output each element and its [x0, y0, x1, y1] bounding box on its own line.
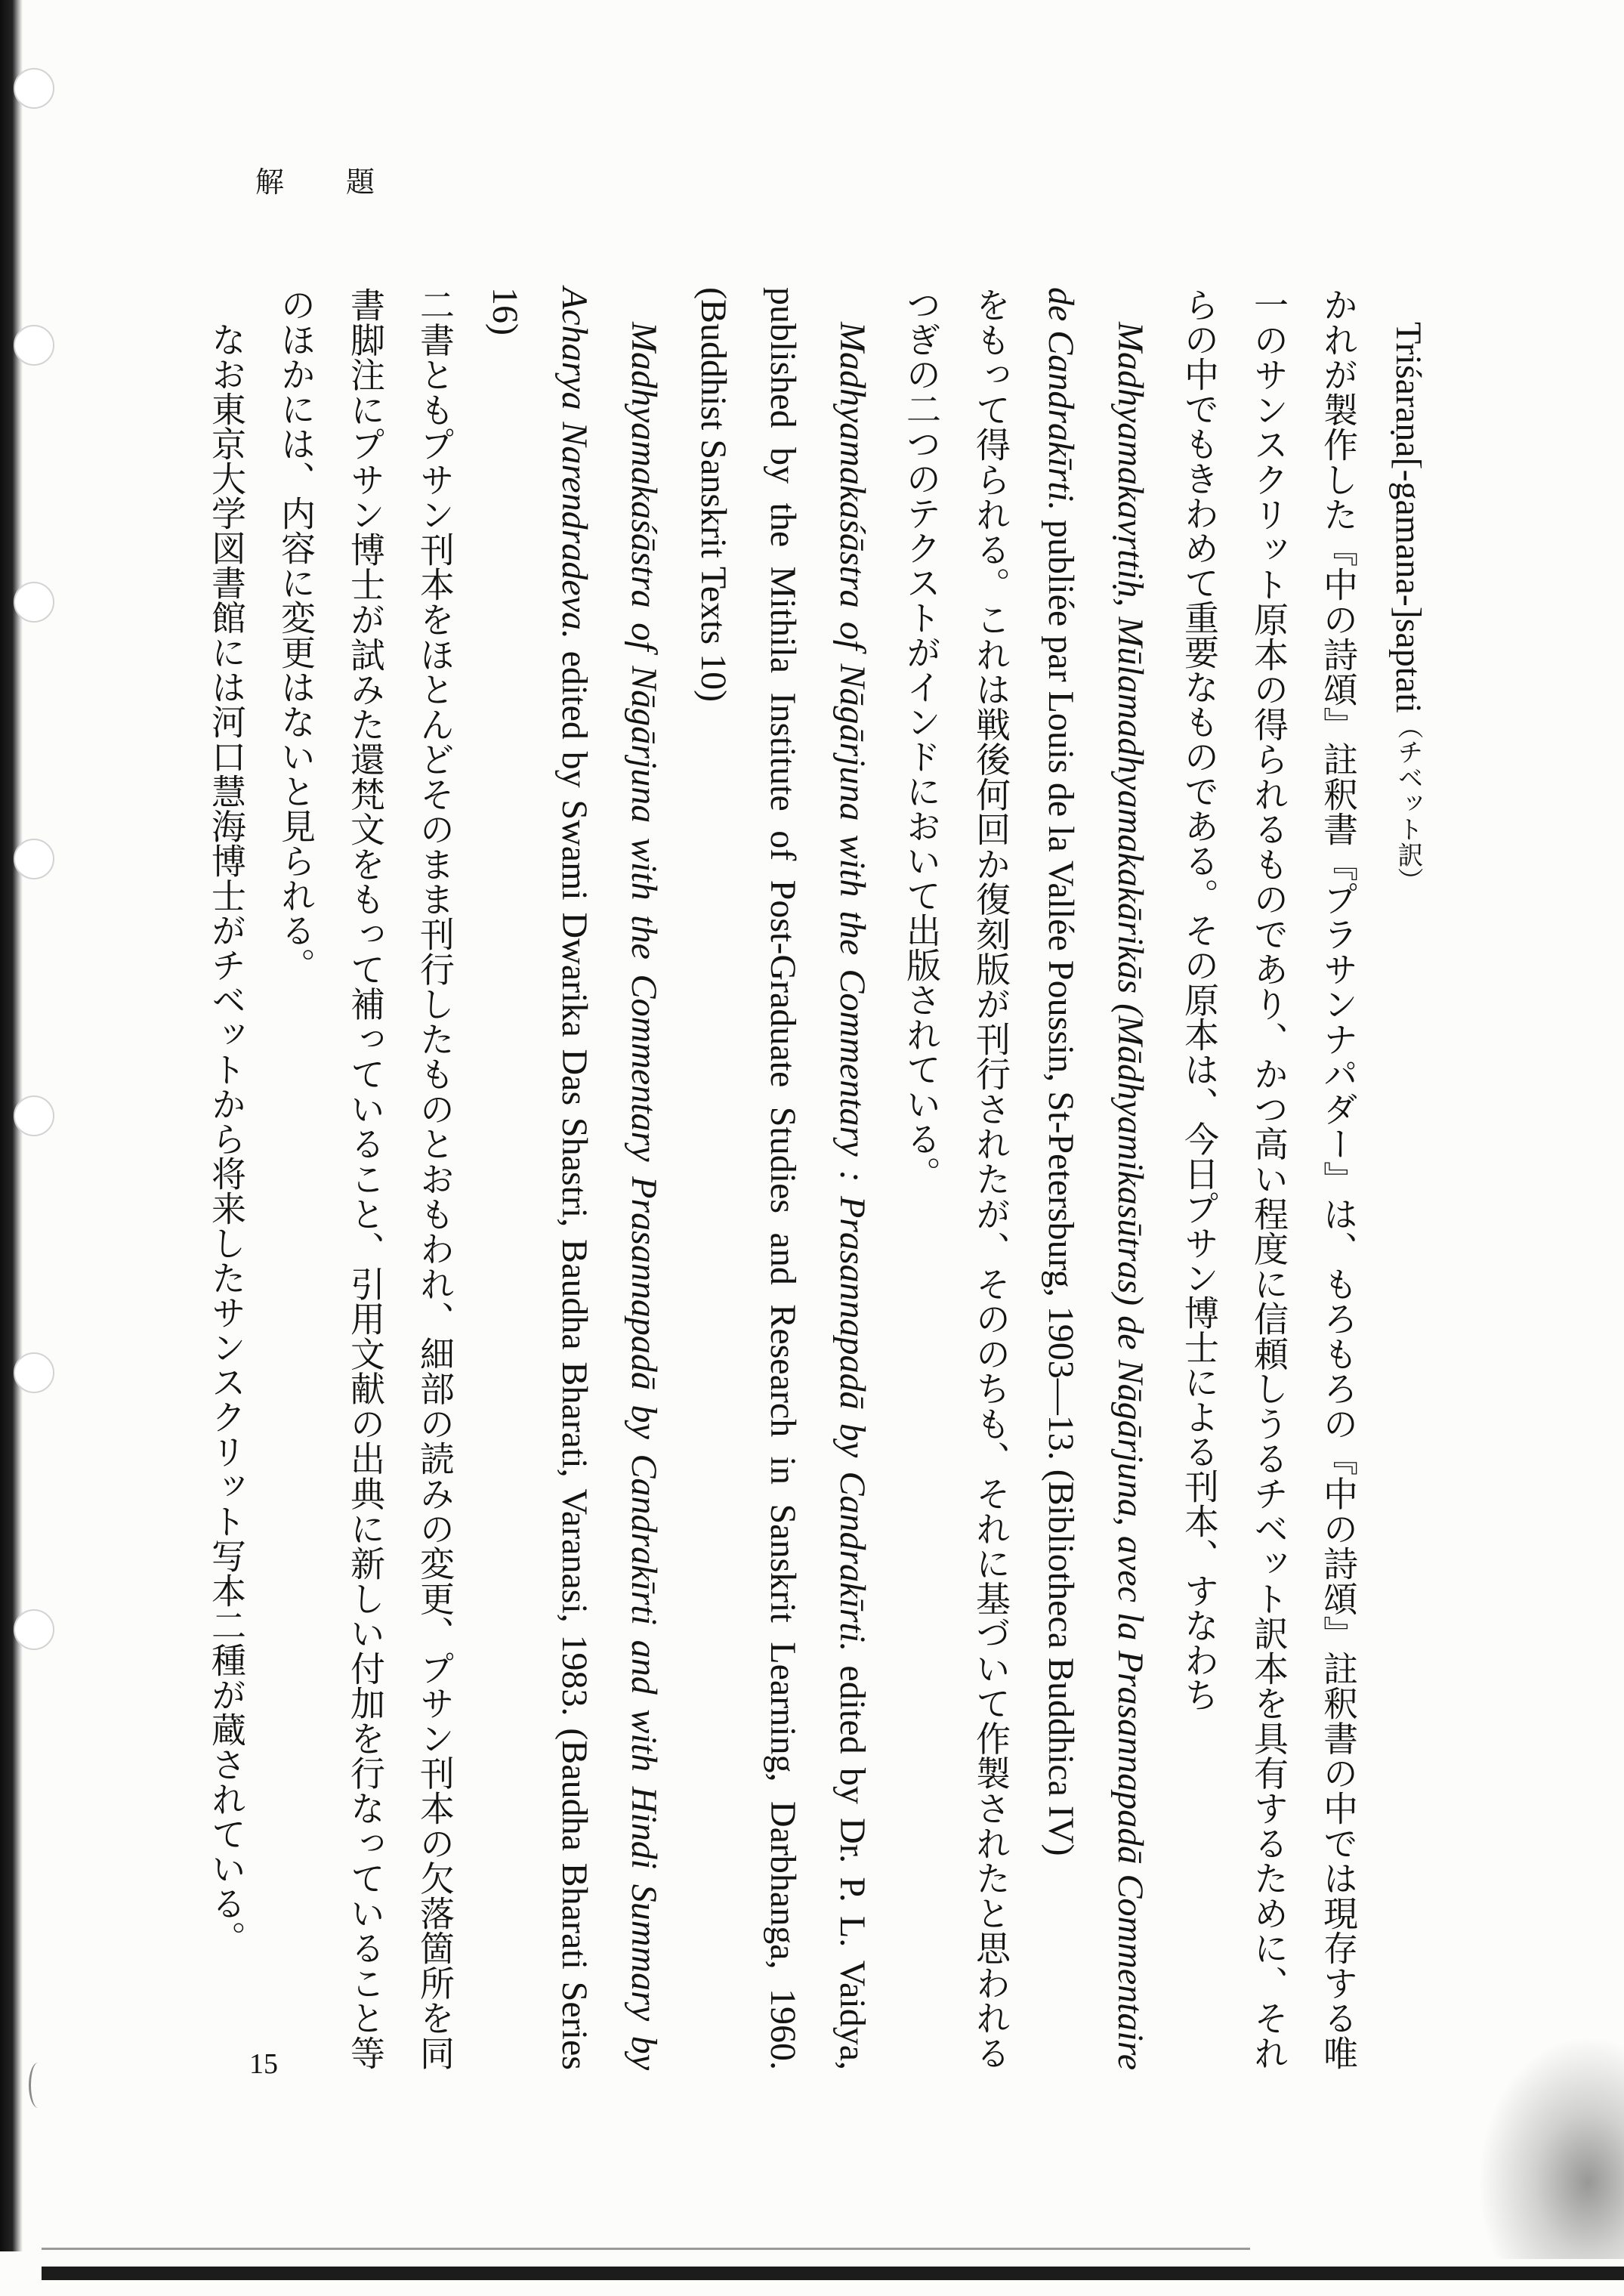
paragraph: かれが製作した『中の詩頌』註釈書『プラサンナパダー』は、もろもろの『中の詩頌』註釈書の中では現存する唯一のサンスクリット原本の得られるものであり、かつ高い程度に信頼しうるチベット訳本を具有するために、それらの中でもきわめて重要なものである。その原本は、今日プサン博士による刊本、すなわち: [1179, 287, 1359, 2071]
paragraph: なお東京大学図書館には河口慧海博士がチベットから将来したサンスクリット写本二種が蔵されている。: [206, 322, 247, 1955]
body-text: [192, 287, 1443, 2070]
bibliography-entry: [678, 287, 887, 2070]
punch-hole: [14, 325, 54, 366]
paragraph: をもって得られる。これは戦後何回か復刻版が刊行されたが、そののちも、それに基づいて作製されたと思われるつぎの二つのテクストがインドにおいて出版されている。: [901, 287, 1011, 2070]
paragraph-title-line: [1373, 287, 1443, 2070]
bibliography-details: edited by Swami Dwarika Das Shastri, Baudha Bharati, Varanasi, 1983. (Baudha Bharati Series 16): [485, 287, 594, 2070]
running-head-char: 題: [345, 165, 376, 199]
page-number: 15: [249, 2048, 278, 2080]
bibliography-details: publiée par Louis de la Vallée Poussin, St-Petersburg, 1903―13. (Bibliotheca Buddhica IV): [1041, 511, 1081, 1856]
bottom-rule: [42, 2267, 1624, 2280]
punch-hole: [14, 1095, 54, 1136]
punch-hole: [14, 1352, 54, 1393]
bibliography-entry: [470, 287, 678, 2070]
bottom-rule-thin: [42, 2248, 1250, 2250]
bibliography-title: Madhyamakaśāstra of Nāgārjuna with the Commentary Prasannapadā by Candrakīrti and with Hindi Summary by Acharya Narendradeva.: [554, 287, 664, 2070]
bibliography-details: edited by Dr. P. L. Vaidya, published by the Mithila Institute of Post-Graduate Studies and Research in Sanskrit Learning, Darbhanga, 1960. (Buddhist Sanskrit Texts 10): [693, 287, 872, 2070]
punch-hole: [14, 839, 54, 879]
punch-hole: [14, 1609, 54, 1650]
text-title: Triśaraṇa[-gamana-]saptati: [1388, 322, 1428, 714]
running-head-char: 解: [255, 165, 286, 199]
margin-mark: [29, 2063, 48, 2108]
bibliography-title: Madhyamakaśāstra of Nāgārjuna with the Commentary : Prasannapadā by Candrakīrti.: [832, 322, 872, 1652]
text-note: （チベット訳）: [1393, 713, 1423, 894]
bibliography-entry: [1026, 287, 1165, 2070]
running-head: [255, 159, 376, 200]
bibliography-title: Madhyamakavṛttiḥ, Mūlamadhyamakakārikās (Mādhyamikasūtras) de Nāgārjuna, avec la Prasannapadā Commentaire de Candrakīrti.: [1041, 287, 1150, 2070]
punch-hole: [14, 582, 54, 623]
punch-hole: [14, 68, 54, 109]
paragraph: 二書ともプサン刊本をほとんどそのまま刊行したものとおもわれ、細部の読みの変更、プサン刊本の欠落箇所を同書脚注にプサン博士が試みた還梵文をもって補っていること、引用文献の出典に新しい付加を行なっていること等のほかには、内容に変更はないと見られる。: [276, 287, 455, 2071]
scan-noise: [1480, 2040, 1624, 2259]
